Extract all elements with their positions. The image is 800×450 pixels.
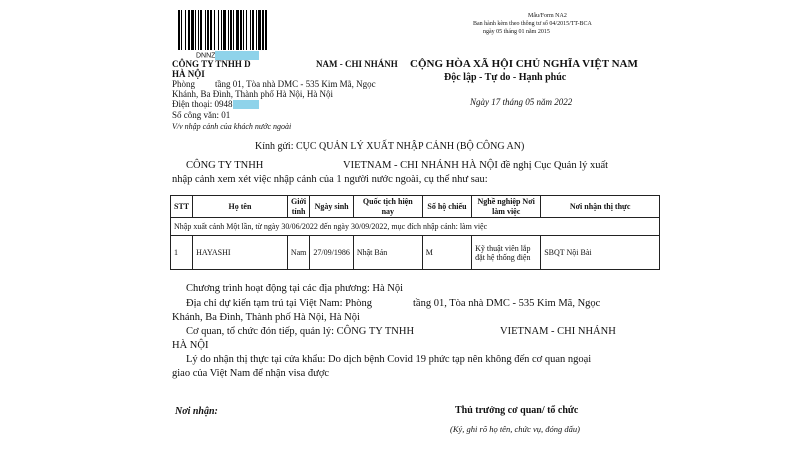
intro-request: VIETNAM - CHI NHÁNH HÀ NỘI đề nghị Cục Quản lý xuất (343, 160, 609, 171)
national-motto: Độc lập - Tự do - Hạnh phúc (444, 72, 567, 83)
cell-passport: M (422, 236, 471, 270)
header-visa-place: Nơi nhận thị thực (541, 196, 660, 218)
document-date: Ngày 17 tháng 05 năm 2022 (470, 97, 573, 107)
form-note-line1: Mẫu/Form NA2 (528, 13, 567, 19)
header-occupation: Nghề nghiệp Nơi làm việc (472, 196, 541, 218)
stay-address: tầng 01, Tòa nhà DMC - 535 Kim Mã, Ngọc (413, 298, 601, 309)
table-header-row (171, 196, 660, 218)
company-name-left: CÔNG TY TNHH D (172, 59, 251, 69)
nation-title: CỘNG HÒA XÃ HỘI CHỦ NGHĨA VIỆT NAM (410, 58, 638, 70)
company-phone: Điện thoại: 0948 (172, 99, 259, 109)
header-nationality: Quốc tịch hiện nay (353, 196, 422, 218)
signer-title: Thủ trưởng cơ quan/ tổ chức (455, 405, 579, 416)
host-organization-line2: HÀ NỘI (172, 340, 209, 351)
signer-note: (Ký, ghi rõ họ tên, chức vụ, đóng dấu) (450, 424, 580, 434)
cell-visa-place: SBQT Nội Bài (541, 236, 660, 270)
header-gender: Giới tính (287, 196, 310, 218)
cell-nationality: Nhật Bản (353, 236, 422, 270)
company-name-line2: HÀ NỘI (172, 69, 205, 79)
company-name-right: NAM - CHI NHÁNH (316, 59, 398, 69)
cell-dob: 27/09/1986 (310, 236, 353, 270)
cell-stt: 1 (171, 236, 193, 270)
table-row (171, 236, 660, 270)
company-address-line2: Khánh, Ba Đình, Thành phố Hà Nội, Hà Nội (172, 89, 334, 99)
doc-subject: V/v nhập cảnh của khách nước ngoài (172, 122, 292, 131)
company-address: tầng 01, Tòa nhà DMC - 535 Kim Mã, Ngọc (215, 79, 376, 89)
host-organization: Cơ quan, tổ chức đón tiếp, quản lý: CÔNG TY TNHH (186, 326, 415, 337)
applicant-table (170, 195, 660, 270)
header-name: Họ tên (193, 196, 288, 218)
cell-gender: Nam (287, 236, 310, 270)
stay-address-label: Địa chỉ dự kiến tạm trú tại Việt Nam: Phòng (186, 298, 372, 309)
header-passport: Số hộ chiếu (422, 196, 471, 218)
table-span-row (171, 218, 660, 236)
host-organization-branch: VIETNAM - CHI NHÁNH (500, 326, 616, 337)
company-address-label: Phòng (172, 79, 196, 89)
activity-program: Chương trình hoạt động tại các địa phương: Hà Nội (186, 283, 403, 294)
barcode-code: DNNZ (196, 51, 259, 60)
visa-reason: Lý do nhận thị thực tại cửa khẩu: Do dịch bệnh Covid 19 phức tạp nên không đến cơ quan ngoại (186, 354, 592, 365)
stay-address-line2: Khánh, Ba Đình, Thành phố Hà Nội, Hà Nội (172, 312, 360, 323)
intro-company: CÔNG TY TNHH (186, 160, 264, 171)
intro-line2: nhập cảnh xem xét việc nhập cảnh của 1 người nước ngoài, cụ thể như sau: (172, 174, 488, 185)
cell-name: HAYASHI (193, 236, 288, 270)
doc-number: Số công văn: 01 (172, 110, 231, 120)
form-note-line2: Ban hành kèm theo thông tư số 04/2015/TT-BCA (473, 21, 592, 27)
header-stt: STT (171, 196, 193, 218)
header-dob: Ngày sinh (310, 196, 353, 218)
visa-reason-line2: giao của Việt Nam để nhận visa được (172, 368, 330, 379)
entry-purpose: Nhập xuất cảnh Một lần, từ ngày 30/06/2022 đến ngày 30/09/2022, mục đích nhập cảnh: làm việc (171, 218, 660, 236)
barcode (178, 10, 298, 52)
recipient-line: Kính gửi: CỤC QUẢN LÝ XUẤT NHẬP CẢNH (BỘ CÔNG AN) (255, 141, 525, 152)
recipients-label: Nơi nhận: (175, 406, 218, 417)
cell-occupation: Kỹ thuật viên lắp đặt hệ thống điện (472, 236, 541, 270)
form-note-line3: ngày 05 tháng 01 năm 2015 (483, 29, 550, 35)
redacted-block (233, 100, 259, 109)
